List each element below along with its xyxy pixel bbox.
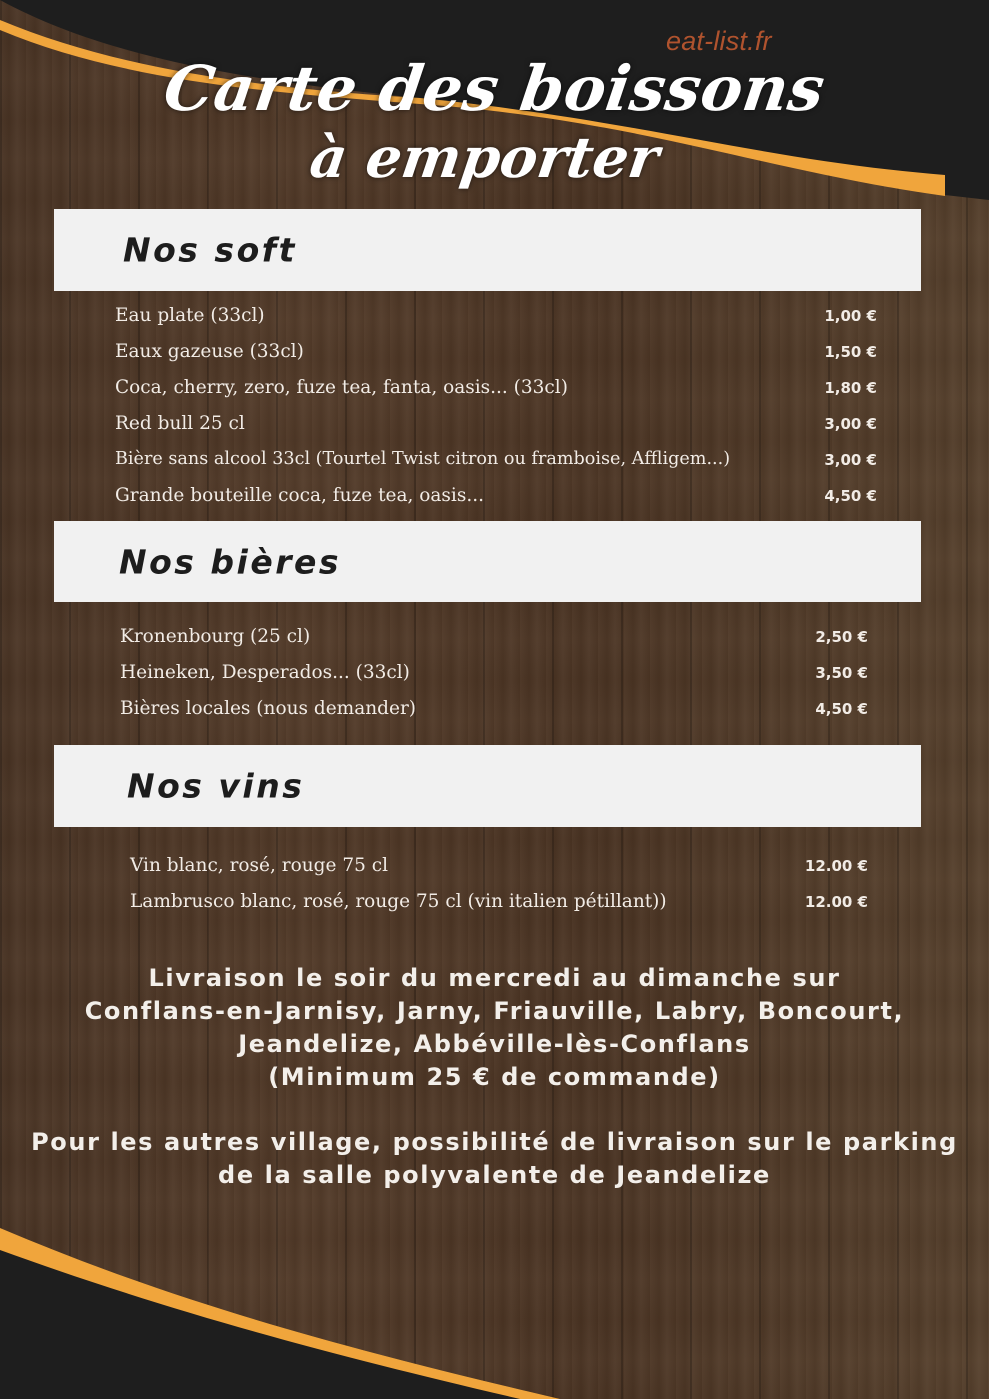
- menu-item-name: Coca, cherry, zero, fuze tea, fanta, oasis... (33cl): [115, 377, 568, 398]
- menu-item-price: 12.00 €: [804, 857, 868, 875]
- section-heading: Nos soft: [123, 230, 297, 270]
- menu-item-price: 4,50 €: [824, 487, 877, 505]
- section-header-soft: [54, 209, 921, 291]
- delivery-other-line: de la salle polyvalente de Jeandelize: [218, 1161, 771, 1189]
- menu-item-name: Lambrusco blanc, rosé, rouge 75 cl (vin italien pétillant)): [130, 891, 667, 912]
- menu-item-price: 1,80 €: [824, 379, 877, 397]
- section-heading: Nos bières: [119, 542, 342, 581]
- delivery-minimum: (Minimum 25 € de commande): [268, 1063, 721, 1091]
- menu-item-price: 2,50 €: [815, 628, 868, 646]
- delivery-line: Conflans-en-Jarnisy, Jarny, Friauville, Labry, Boncourt,: [84, 997, 905, 1025]
- menu-item-name: Bières locales (nous demander): [120, 698, 416, 719]
- section-header-bieres: [54, 521, 921, 602]
- section-header-vins: [54, 745, 921, 827]
- menu-item-name: Heineken, Desperados... (33cl): [120, 662, 410, 683]
- menu-item-price: 3,00 €: [824, 451, 877, 469]
- menu-item-price: 3,00 €: [824, 415, 877, 433]
- menu-item-name: Eaux gazeuse (33cl): [115, 341, 304, 362]
- menu-item-name: Bière sans alcool 33cl (Tourtel Twist citron ou framboise, Affligem...): [115, 449, 731, 469]
- menu-item-name: Grande bouteille coca, fuze tea, oasis...: [115, 485, 484, 506]
- menu-item-price: 1,50 €: [824, 343, 877, 361]
- menu-item-price: 12.00 €: [804, 893, 868, 911]
- menu-item-price: 4,50 €: [815, 700, 868, 718]
- menu-subtitle: à emporter: [306, 125, 663, 191]
- menu-title: Carte des boissons: [159, 52, 830, 125]
- menu-item-name: Red bull 25 cl: [115, 413, 245, 434]
- section-heading: Nos vins: [127, 766, 305, 806]
- menu-item-name: Vin blanc, rosé, rouge 75 cl: [130, 855, 389, 876]
- watermark-logo: eat-list.fr: [666, 26, 772, 56]
- delivery-line: Jeandelize, Abbéville-lès-Conflans: [238, 1030, 751, 1058]
- menu-item-name: Kronenbourg (25 cl): [120, 626, 311, 647]
- menu-item-price: 1,00 €: [824, 307, 877, 325]
- delivery-other-line: Pour les autres village, possibilité de livraison sur le parking: [31, 1128, 958, 1156]
- delivery-line: Livraison le soir du mercredi au dimanche sur: [148, 964, 841, 992]
- menu-item-price: 3,50 €: [815, 664, 868, 682]
- menu-item-name: Eau plate (33cl): [115, 305, 265, 326]
